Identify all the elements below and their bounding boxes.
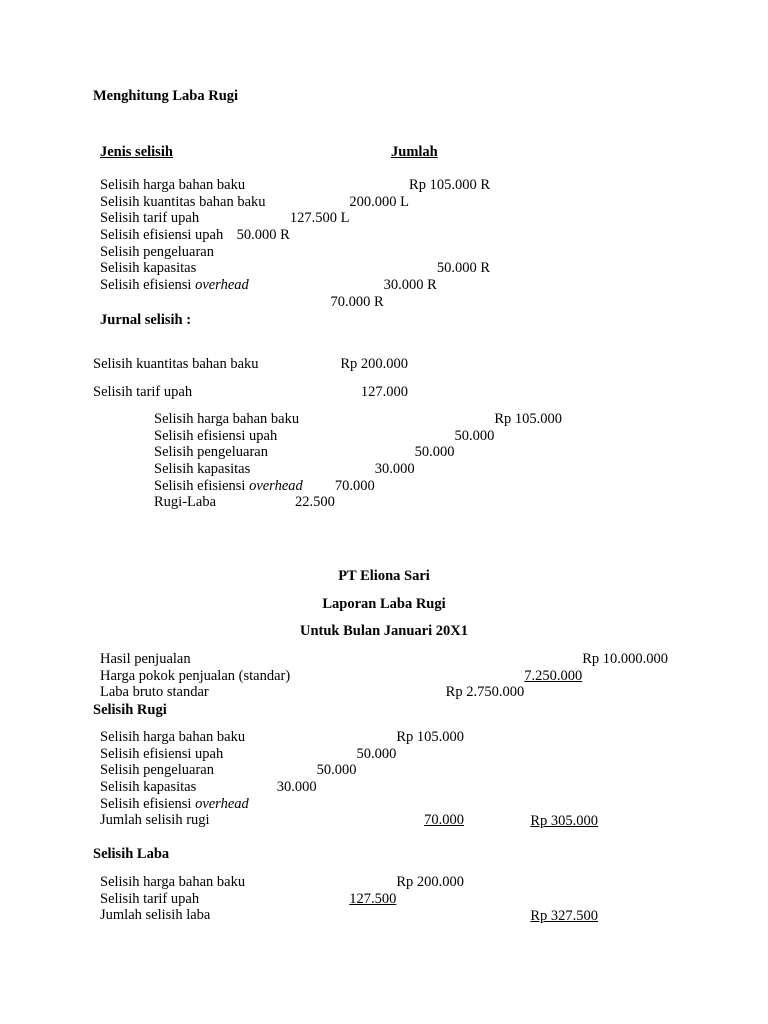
variance-row [100,210,490,227]
loss-label-italic: overhead [195,795,249,812]
journal-debit-amount: Rp 200.000 [340,356,408,372]
variance-label: Selisih kuantitas bahan baku [100,193,266,210]
column-header-amount: Jumlah [391,144,438,160]
loss-label: Selisih kapasitas [100,779,197,796]
gain-heading: Selisih Laba [93,846,170,862]
summary-row [100,651,668,668]
loss-total-amount: Rp 305.000 [530,813,598,829]
loss-amount: 70.000 [424,812,464,829]
variance-amount: 70.000 R [330,293,384,310]
journal-credit-row [154,494,562,511]
journal-debit-label: Selisih kuantitas bahan baku [93,356,259,372]
journal-credit-row [154,461,562,478]
variance-amount: 30.000 R [383,277,437,294]
loss-label: Selisih pengeluaran [100,762,214,779]
summary-label: Hasil penjualan [100,651,191,667]
variance-amount: 50.000 R [236,227,290,244]
loss-label: Selisih efisiensi upah [100,745,224,762]
loss-total-row [100,812,464,829]
variance-label: Selisih efisiensi upah [100,227,224,244]
summary-row [100,684,668,701]
loss-amount: 30.000 [276,779,317,796]
gain-amount: 127.500 [349,890,397,907]
journal-credit-amount: 22.500 [294,494,335,511]
variance-row [100,194,490,211]
variance-amount: 50.000 R [436,260,490,277]
journal-debit-amount: 127.000 [360,384,408,400]
journal-heading: Jurnal selisih : [100,312,192,328]
loss-label: Selisih efisiensi [100,795,196,812]
variance-label: Selisih harga bahan baku [100,177,246,193]
gain-row [100,891,464,908]
loss-row [100,729,464,746]
loss-row [100,762,464,779]
loss-table [100,729,464,829]
loss-heading: Selisih Rugi [93,702,167,718]
variance-label-italic: overhead [195,277,249,294]
journal-credit-row [154,444,562,461]
journal-credit-row [154,478,562,495]
gain-total-label: Jumlah selisih laba [100,907,211,924]
loss-row [100,779,464,796]
report-summary [100,651,668,701]
journal-credit-row [154,411,562,428]
summary-amount: Rp 2.750.000 [445,684,525,701]
journal-credits [154,411,562,511]
summary-amount: Rp 10.000.000 [582,651,668,667]
gain-table [100,874,464,924]
loss-row [100,746,464,763]
variance-row [100,177,490,194]
journal-credit-amount: 30.000 [374,461,415,478]
journal-credit-label: Selisih harga bahan baku [154,411,300,427]
gain-label: Selisih harga bahan baku [100,874,246,890]
loss-amount: 50.000 [356,745,397,762]
loss-amount: Rp 105.000 [396,729,464,745]
variance-table [100,177,490,311]
gain-total-amount: Rp 327.500 [530,908,598,924]
journal-credit-amount: 50.000 [454,427,495,444]
journal-credit-label: Rugi-Laba [154,494,217,511]
journal-credit-amount: Rp 105.000 [494,411,562,427]
gain-amount: Rp 200.000 [396,874,464,890]
loss-amount: 50.000 [316,762,357,779]
journal-credit-amount: 70.000 [334,477,375,494]
variance-label: Selisih tarif upah [100,210,200,227]
report-company: PT Eliona Sari [338,568,430,584]
column-header-type: Jenis selisih [100,144,173,160]
summary-label: Harga pokok penjualan (standar) [100,667,291,684]
summary-amount: 7.250.000 [524,667,583,684]
journal-credit-label: Selisih kapasitas [154,461,251,478]
journal-credit-label: Selisih pengeluaran [154,444,268,461]
journal-credit-label: Selisih efisiensi [154,477,250,494]
gain-row [100,874,464,891]
variance-amount: 200.000 L [349,193,410,210]
variance-amount: Rp 105.000 R [409,177,490,193]
page-title: Menghitung Laba Rugi [93,88,239,104]
journal-credit-label-italic: overhead [249,477,303,494]
loss-label: Selisih harga bahan baku [100,729,246,745]
variance-label: Selisih efisiensi [100,277,196,294]
variance-row [100,227,490,244]
journal-credit-label: Selisih efisiensi upah [154,427,278,444]
variance-label: Selisih kapasitas [100,260,197,277]
report-name: Laporan Laba Rugi [322,596,446,612]
summary-label: Laba bruto standar [100,684,209,701]
gain-total-row [100,907,464,924]
gain-label: Selisih tarif upah [100,890,200,907]
report-period: Untuk Bulan Januari 20X1 [299,623,468,639]
variance-amount: 127.500 L [289,210,350,227]
variance-label: Selisih pengeluaran [100,243,214,260]
journal-credit-amount: 50.000 [414,444,455,461]
journal-credit-row [154,428,562,445]
loss-total-label: Jumlah selisih rugi [100,812,210,829]
summary-row [100,668,668,685]
journal-debit-label: Selisih tarif upah [93,384,193,400]
